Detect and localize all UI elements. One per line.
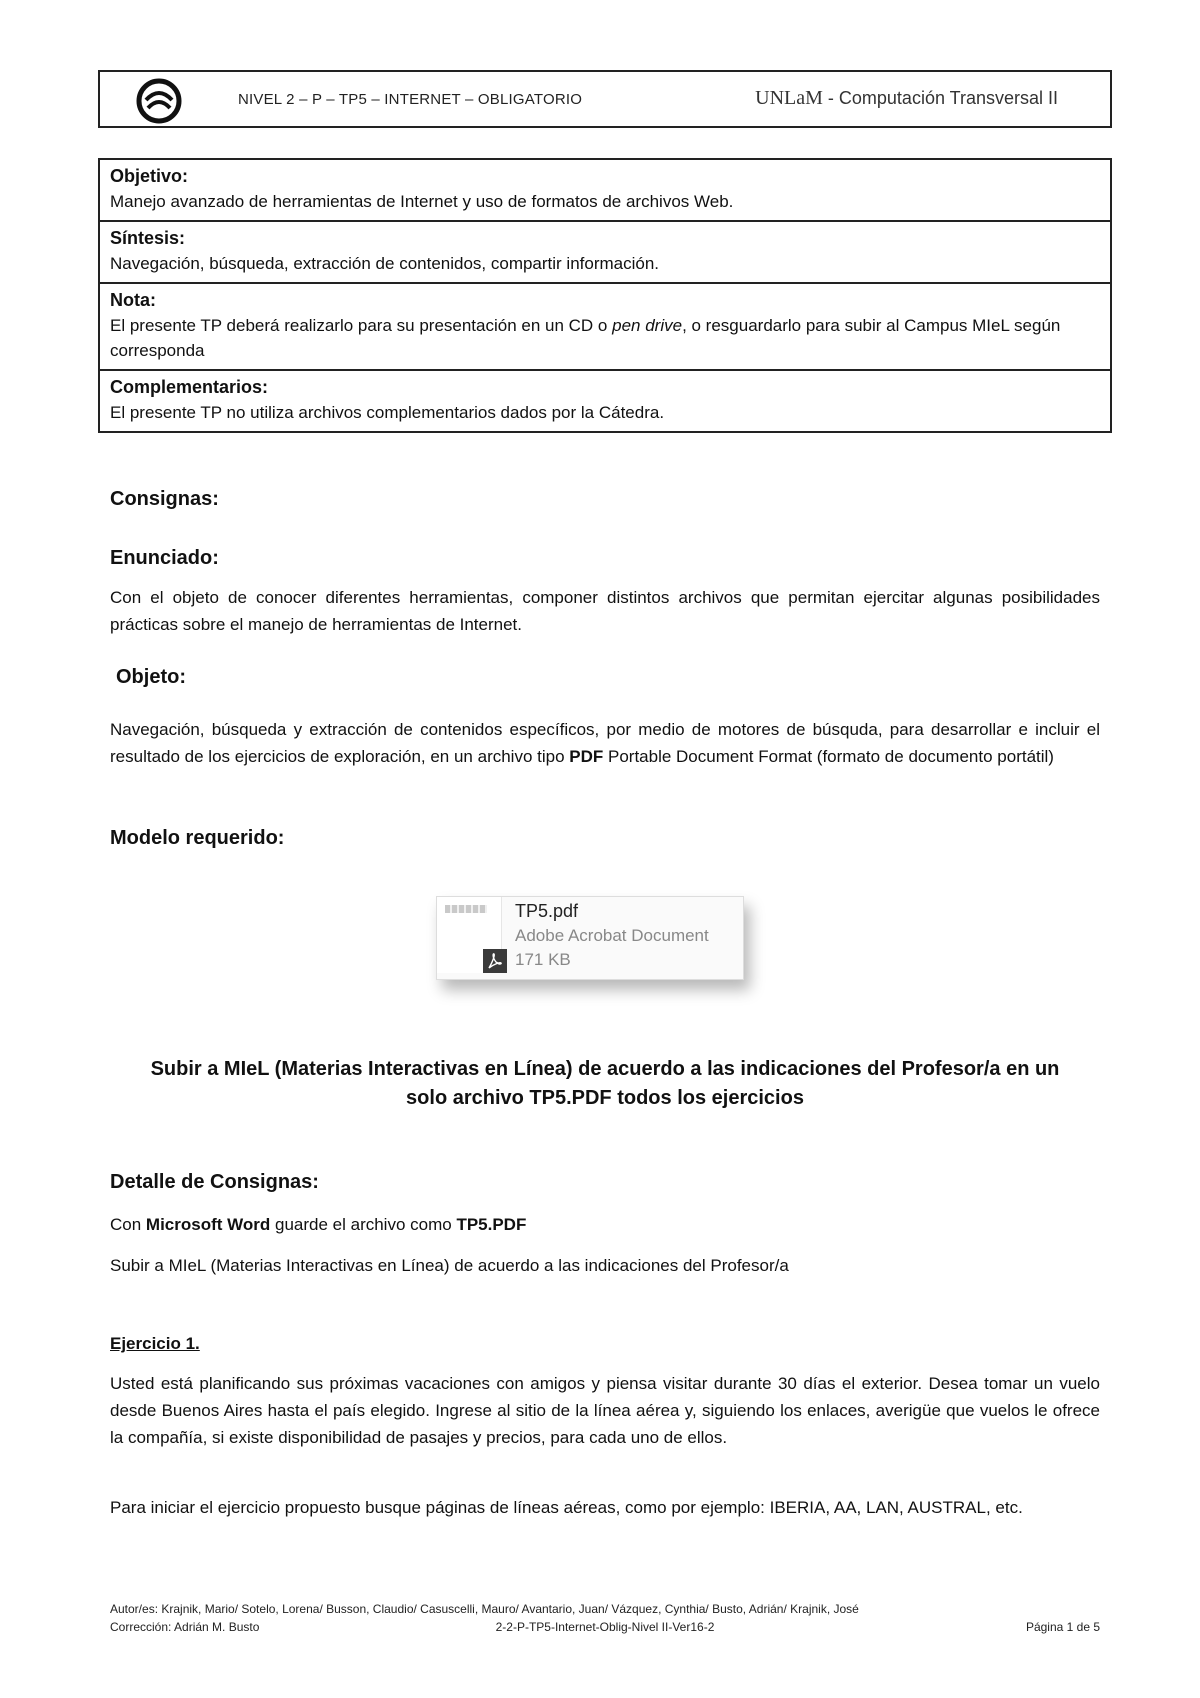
ejercicio-1-para-2 [110, 1494, 1100, 1521]
sintesis-label: Síntesis: [110, 228, 186, 248]
thumbnail-lines [445, 905, 487, 913]
nota-text-emphasis: pen drive [612, 316, 683, 335]
objeto-text-part: Portable Document Format (formato de documento portátil) [603, 747, 1054, 766]
pdf-file-preview [436, 896, 744, 980]
page-header [98, 70, 1112, 128]
upload-instruction [110, 1055, 1100, 1113]
nota-text [110, 313, 1100, 363]
nota-text-part: El presente TP deberá realizarlo para su presentación en un CD o [110, 316, 613, 335]
institution-brand [755, 87, 1058, 110]
nota-cell [100, 282, 1110, 369]
ejercicio-1-text-2: Para iniciar el ejercicio propuesto busque páginas de líneas aéreas, como por ejemplo: IBERIA, AA, LAN, AUSTRAL, etc. [110, 1498, 1023, 1517]
enunciado-heading: Enunciado: [110, 547, 219, 569]
detalle-text-part: Con [110, 1215, 146, 1234]
detalle-bold-file: TP5.PDF [456, 1215, 527, 1234]
objeto-paragraph [110, 716, 1100, 770]
consignas-heading: Consignas: [110, 488, 219, 510]
nota-label: Nota: [110, 290, 156, 310]
detalle-heading: Detalle de Consignas: [110, 1171, 319, 1193]
footer-page-number: Página 1 de 5 [1025, 1620, 1100, 1634]
ejercicio-1-text: Usted está planificando sus próximas vacaciones con amigos y piensa visitar durante 30 días el exterior. Desea tomar un vuelo desde Buenos Aires hasta el país elegido. Ingrese al sitio de la línea aérea y, siguiendo los enlaces, averigüe que vuelos le ofrece la compañía, si existe disponibilidad de pasajes y precios, para cada uno de ellos. [110, 1374, 1100, 1447]
objeto-heading: Objeto: [116, 666, 186, 688]
nota-text-part: , o resguardarlo para subir al Campus MIeL según corresponda [110, 316, 1061, 360]
file-type: Adobe Acrobat Document [515, 926, 709, 945]
document-level-title: NIVEL 2 – P – TP5 – INTERNET – OBLIGATORIO [238, 91, 583, 108]
footer-correction: Corrección: Adrián M. Busto [110, 1620, 260, 1634]
objetivo-text: Manejo avanzado de herramientas de Internet y uso de formatos de archivos Web. [110, 192, 734, 211]
detalle-paragraph-2: Subir a MIeL (Materias Interactivas en Línea) de acuerdo a las indicaciones del Profesor/a [110, 1256, 789, 1275]
detalle-text-part: guarde el archivo como [270, 1215, 457, 1234]
enunciado-text [110, 584, 1100, 638]
footer-authors-row [110, 1602, 1100, 1620]
detalle-bold-app: Microsoft Word [145, 1215, 271, 1234]
sintesis-cell [100, 220, 1110, 282]
enunciado-paragraph: Con el objeto de conocer diferentes herramientas, componer distintos archivos que permitan ejercitar algunas posibilidades prácticas sobre el manejo de herramientas de Internet. [110, 588, 1100, 634]
file-thumbnail [437, 897, 502, 973]
sintesis-text: Navegación, búsqueda, extracción de contenidos, compartir información. [110, 254, 660, 273]
brand-name: UNLaM [755, 87, 823, 109]
file-size: 171 KB [515, 950, 571, 969]
complementarios-label: Complementarios: [110, 377, 269, 397]
page-footer [110, 1602, 1100, 1638]
upload-line-1: Subir a MIeL (Materias Interactivas en Línea) de acuerdo a las indicaciones del Profesor/a en un [150, 1058, 1060, 1080]
modelo-heading: Modelo requerido: [110, 827, 285, 849]
brand-subtitle: - Computación Transversal II [822, 88, 1058, 108]
upload-line-2: solo archivo TP5.PDF todos los ejercicios [406, 1087, 804, 1109]
objeto-text [110, 716, 1100, 770]
footer-info-row [110, 1620, 1100, 1638]
objetivo-label: Objetivo: [110, 166, 189, 186]
complementarios-text: El presente TP no utiliza archivos complementarios dados por la Cátedra. [110, 403, 665, 422]
footer-doc-code: 2-2-P-TP5-Internet-Oblig-Nivel II-Ver16-2 [495, 1620, 715, 1634]
ejercicio-1-para-1 [110, 1370, 1100, 1451]
objetivo-cell [100, 160, 1110, 220]
detalle-paragraph [110, 1211, 1100, 1238]
objeto-text-bold: PDF [569, 747, 604, 766]
file-name: TP5.pdf [515, 901, 579, 921]
ejercicio-1-title [110, 1330, 1100, 1357]
ejercicio-1-label: Ejercicio 1. [110, 1334, 200, 1353]
detalle-line-1 [110, 1211, 1100, 1238]
complementarios-cell [100, 369, 1110, 431]
footer-authors: Autor/es: Krajnik, Mario/ Sotelo, Lorena/ Busson, Claudio/ Casuscelli, Mauro/ Avantario, Juan/ Vázquez, Cynthia/ Busto, Adrián/ Krajnik, José [110, 1602, 859, 1616]
detalle-line-2 [110, 1252, 1100, 1279]
unlam-logo-icon [136, 78, 182, 124]
adobe-pdf-icon [483, 949, 507, 973]
objeto-text-part: Navegación, búsqueda y extracción de contenidos específicos, por medio de motores de búsquda, para desarrollar e incluir el resultado de los ejercicios de exploración, en un archivo tipo [110, 720, 1100, 766]
info-table [98, 158, 1112, 433]
